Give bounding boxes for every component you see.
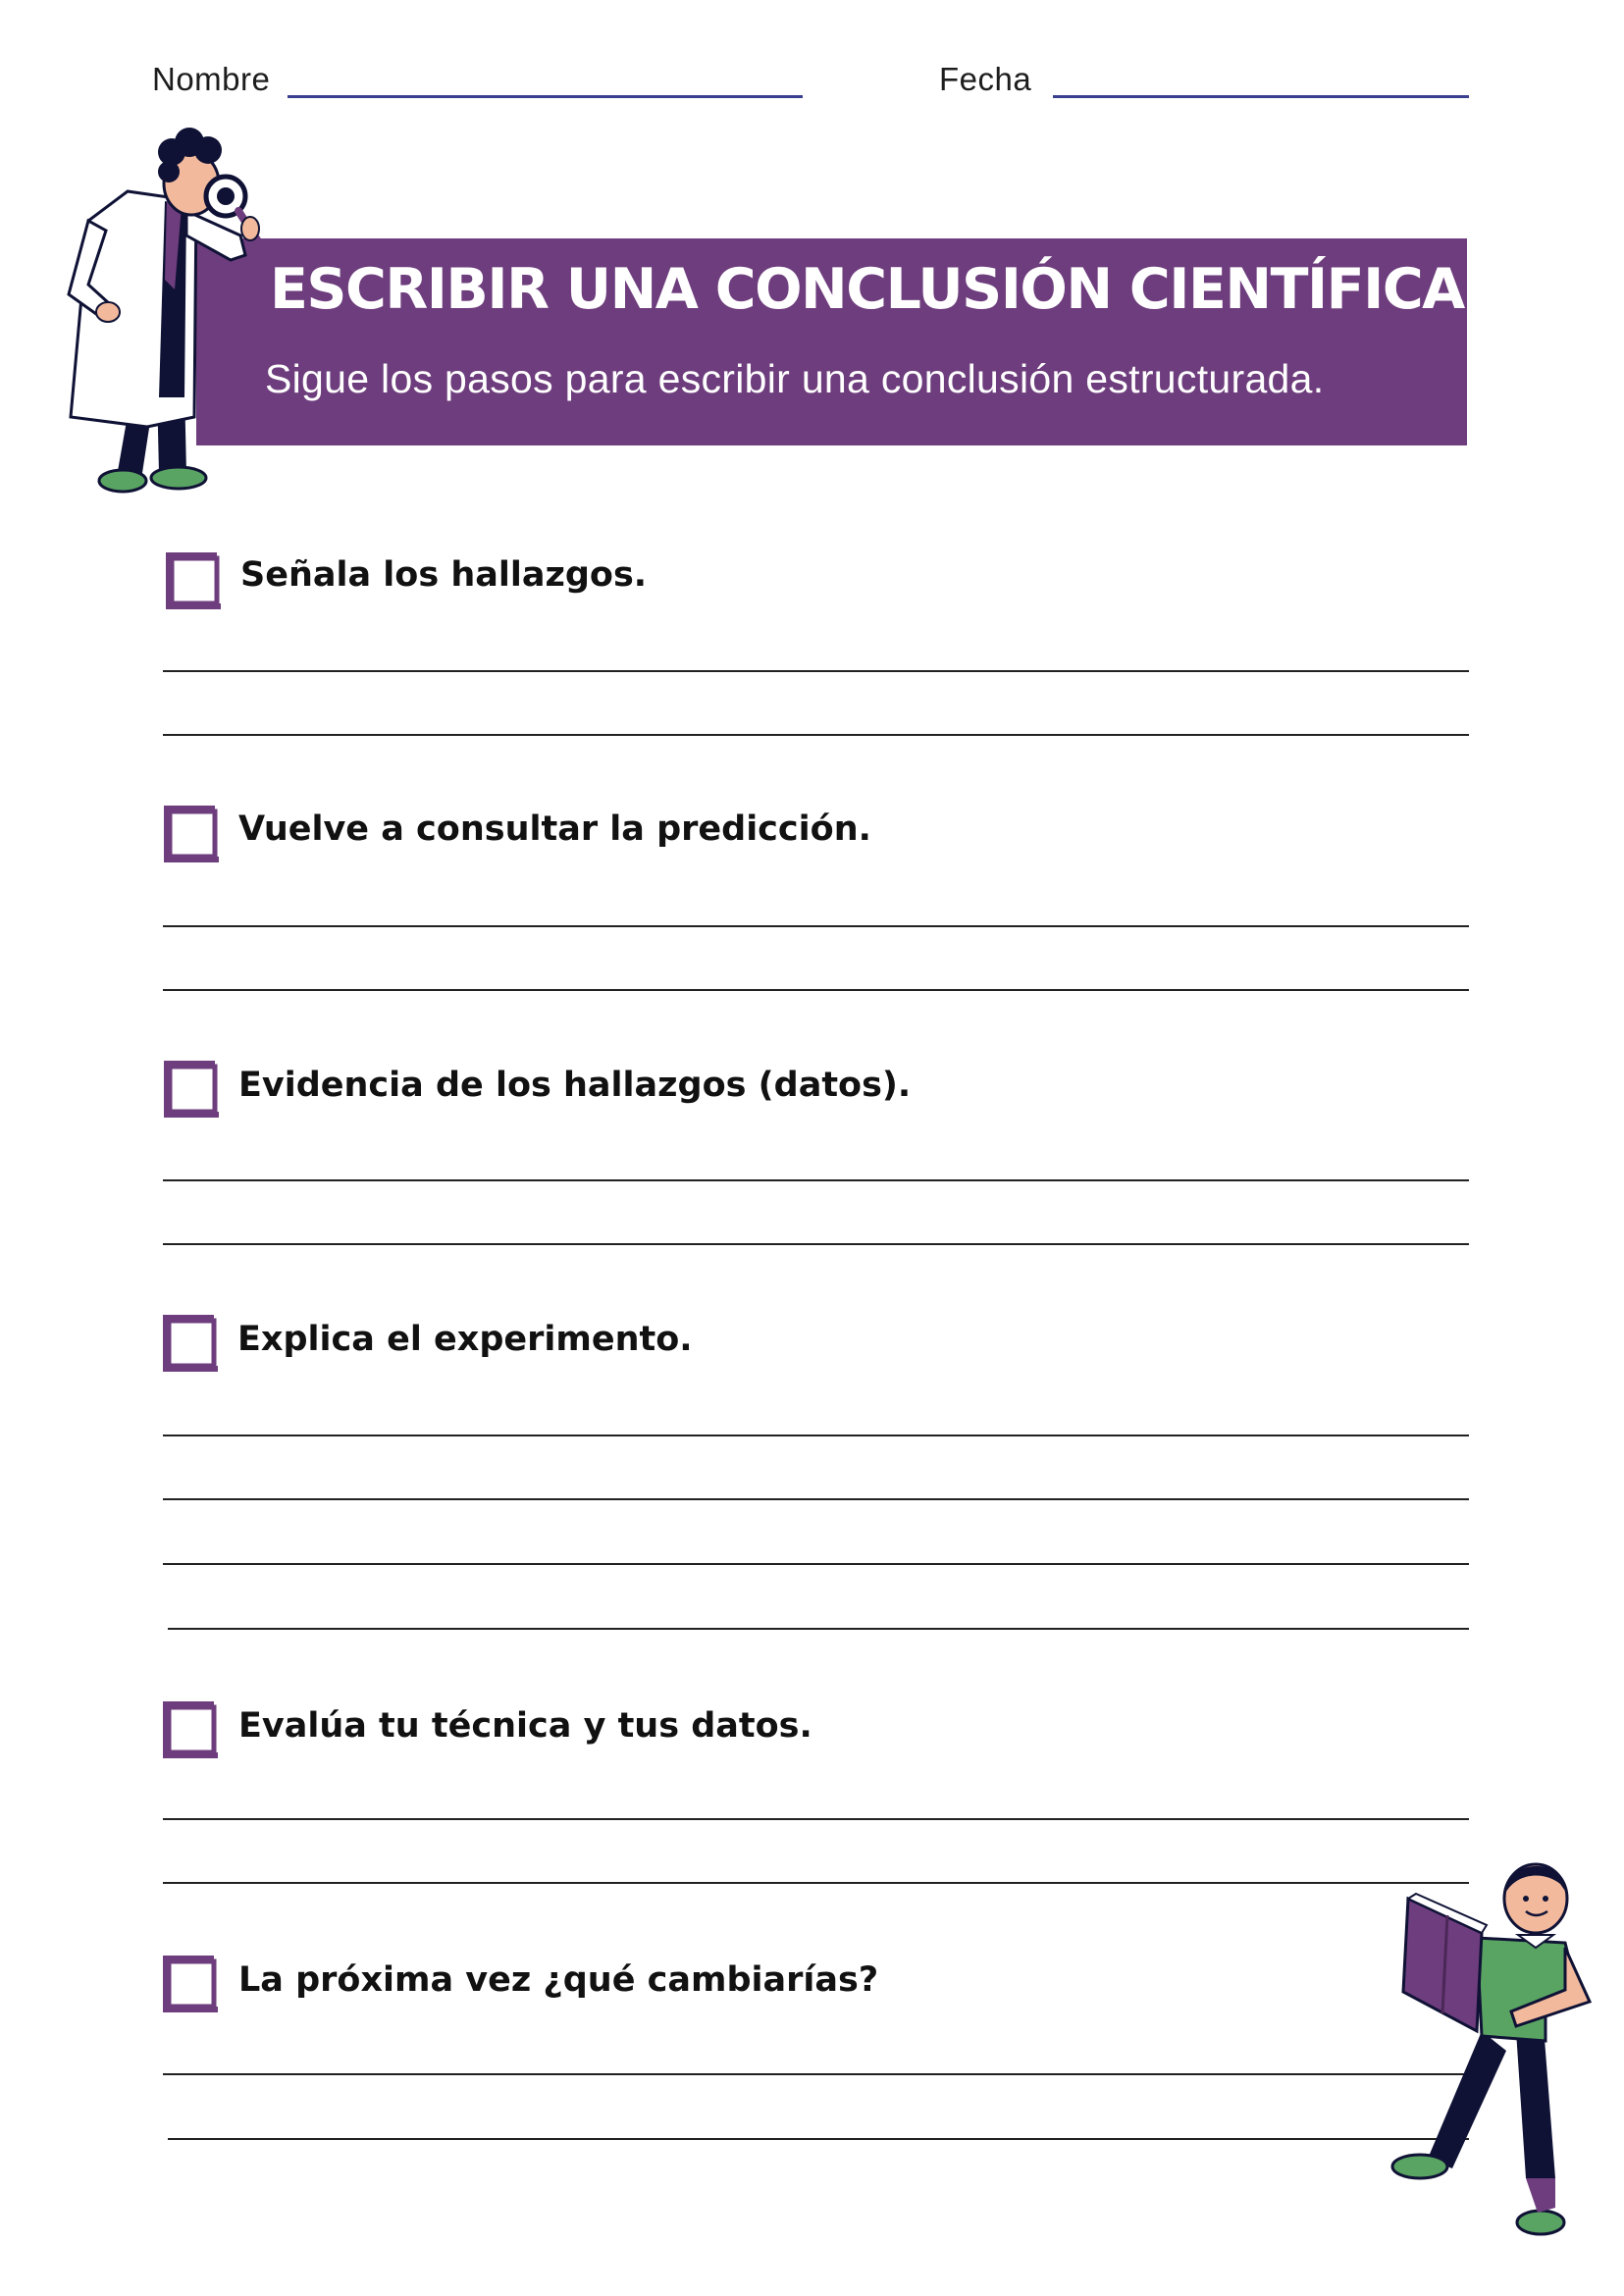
- boy-reading-illustration: [1369, 1854, 1604, 2247]
- answer-line[interactable]: [168, 2138, 1469, 2140]
- step-label-next-time: La próxima vez ¿qué cambiarías?: [238, 1960, 879, 2000]
- checkbox-findings[interactable]: [163, 549, 224, 610]
- date-field[interactable]: [1053, 95, 1469, 98]
- step-label-evidence: Evidencia de los hallazgos (datos).: [238, 1066, 912, 1105]
- page-title: ESCRIBIR UNA CONCLUSIÓN CIENTÍFICA: [270, 257, 1464, 322]
- checkbox-experiment[interactable]: [160, 1312, 221, 1373]
- answer-line[interactable]: [163, 1435, 1469, 1436]
- answer-line[interactable]: [163, 925, 1469, 927]
- answer-line[interactable]: [163, 734, 1469, 736]
- name-field[interactable]: [288, 95, 803, 98]
- step-label-prediction: Vuelve a consultar la predicción.: [238, 809, 871, 849]
- answer-line[interactable]: [163, 989, 1469, 991]
- answer-line[interactable]: [163, 1498, 1469, 1500]
- answer-line[interactable]: [168, 1628, 1469, 1630]
- step-label-findings: Señala los hallazgos.: [240, 555, 648, 595]
- scientist-illustration: [49, 123, 285, 500]
- name-label: Nombre: [152, 61, 271, 97]
- page-subtitle: Sigue los pasos para escribir una conclusión estructurada.: [265, 356, 1325, 401]
- answer-line[interactable]: [163, 1243, 1469, 1245]
- checkbox-evidence[interactable]: [161, 1058, 222, 1119]
- answer-line[interactable]: [163, 1563, 1469, 1565]
- step-label-experiment: Explica el experimento.: [237, 1320, 693, 1359]
- answer-line[interactable]: [163, 1818, 1469, 1820]
- checkbox-prediction[interactable]: [161, 803, 222, 863]
- answer-line[interactable]: [163, 1179, 1469, 1181]
- checkbox-evaluate[interactable]: [160, 1698, 221, 1759]
- answer-line[interactable]: [163, 1882, 1469, 1884]
- answer-line[interactable]: [163, 670, 1469, 672]
- checkbox-next-time[interactable]: [160, 1953, 221, 2013]
- step-label-evaluate: Evalúa tu técnica y tus datos.: [238, 1706, 812, 1746]
- answer-line[interactable]: [163, 2073, 1469, 2075]
- date-label: Fecha: [939, 61, 1032, 97]
